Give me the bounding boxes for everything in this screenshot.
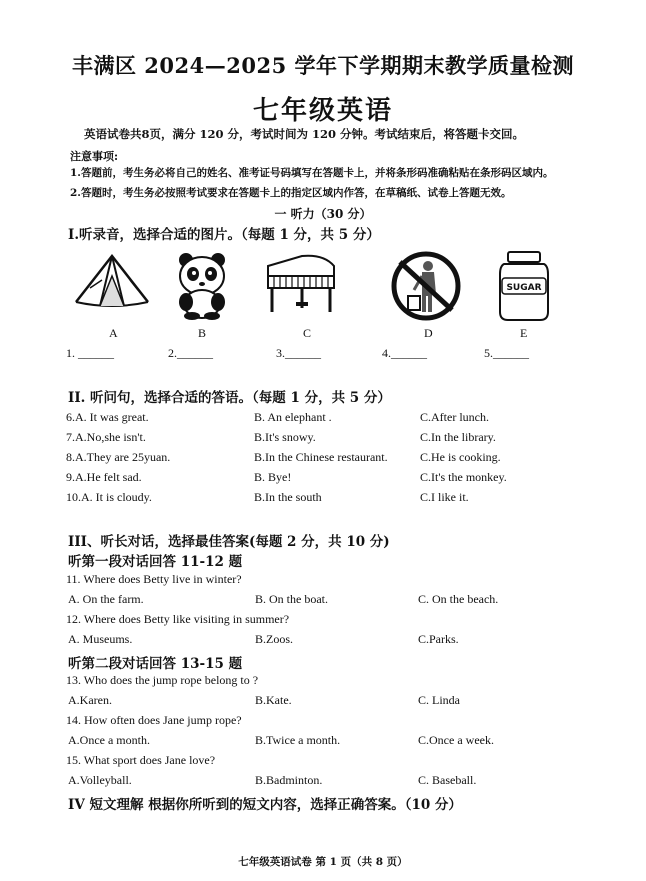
q8-option-c: C.He is cooking. [420,450,501,464]
q7-option-a: 7.A.No,she isn't. [66,430,146,444]
q10-option-c: C.I like it. [420,490,469,504]
sugar-jar-icon [494,250,574,320]
notice-heading: 注意事项: [70,150,119,163]
answer-blank-1: 1. ______ [66,346,114,360]
picture-label-b: B [198,326,207,340]
exam-info: 英语试卷共8页，满分 120 分，考试时间为 120 分钟。考试结束后，将答题卡交回。 [84,127,525,141]
q13-option-b: B.Kate. [255,693,292,707]
picture-label-c: C [303,326,312,340]
q6-option-c: C.After lunch. [420,410,489,424]
q15-option-c: C. Baseball. [418,773,477,787]
section-3-title: III、听长对话，选择最佳答案(每题 2 分，共 10 分) [68,534,390,550]
answer-blank-2: 2.______ [168,346,213,360]
q7-option-b: B.It's snowy. [254,430,316,444]
q11-option-a: A. On the farm. [68,592,144,606]
q15-option-b: B.Badminton. [255,773,323,787]
svg-text:SUGAR: SUGAR [506,283,542,293]
q12-option-c: C.Parks. [418,632,459,646]
q6-option-a: 6.A. It was great. [66,410,149,424]
page-footer: 七年级英语试卷 第 1 页（共 8 页） [238,856,408,868]
notice-item-1: 1.答题前，考生务必将自己的姓名、准考证号码填写在答题卡上，并将条形码准确粘贴在条形码区域内。 [70,167,554,179]
q9-option-a: 9.A.He felt sad. [66,470,142,484]
section-2-title: II. 听问句，选择合适的答语。（每题 1 分，共 5 分） [68,390,391,406]
q11-option-c: C. On the beach. [418,592,499,606]
q14-question: 14. How often does Jane jump rope? [66,713,242,727]
q13-option-a: A.Karen. [68,693,112,707]
part-listening-heading: 一 听力（30 分） [274,207,372,221]
q9-option-b: B. Bye! [254,470,292,484]
answer-blank-4: 4.______ [382,346,427,360]
q10-option-a: 10.A. It is cloudy. [66,490,152,504]
section-1-title: I.听录音，选择合适的图片。（每题 1 分，共 5 分） [68,227,380,243]
tent-icon [72,250,152,320]
dialog-1-heading: 听第一段对话回答 11-12 题 [68,554,243,570]
exam-title: 丰满区 2024—2025 学年下学期期末教学质量检测 [71,53,574,78]
q9-option-c: C.It's the monkey. [420,470,507,484]
q10-option-b: B.In the south [254,490,322,504]
picture-label-d: D [424,326,433,340]
piano-icon [262,250,342,320]
picture-label-a: A [109,326,118,340]
answer-blank-5: 5.______ [484,346,529,360]
picture-label-e: E [520,326,528,340]
q8-option-b: B.In the Chinese restaurant. [254,450,388,464]
q12-question: 12. Where does Betty like visiting in summer? [66,612,290,626]
answer-blank-3: 3.______ [276,346,321,360]
q7-option-c: C.In the library. [420,430,496,444]
exam-subtitle: 七年级英语 [252,96,393,126]
q13-option-c: C. Linda [418,693,460,707]
q12-option-a: A. Museums. [68,632,133,646]
q12-option-b: B.Zoos. [255,632,294,646]
q14-option-b: B.Twice a month. [255,733,341,747]
q14-option-c: C.Once a week. [418,733,494,747]
q11-option-b: B. On the boat. [255,592,328,606]
panda-icon [164,250,244,320]
q6-option-b: B. An elephant . [254,410,332,424]
dialog-2-heading: 听第二段对话回答 13-15 题 [68,656,243,672]
q15-option-a: A.Volleyball. [68,773,132,787]
q8-option-a: 8.A.They are 25yuan. [66,450,171,464]
no-littering-icon [386,250,466,320]
q13-question: 13. Who does the jump rope belong to ? [66,673,259,687]
q11-question: 11. Where does Betty live in winter? [66,572,242,586]
q14-option-a: A.Once a month. [68,733,150,747]
notice-item-2: 2.答题时，考生务必按照考试要求在答题卡上的指定区域内作答，在草稿纸、试卷上答题无效。 [70,187,512,199]
section-4-title: IV 短文理解 根据你所听到的短文内容，选择正确答案。（10 分） [68,797,462,813]
q15-question: 15. What sport does Jane love? [66,753,216,767]
